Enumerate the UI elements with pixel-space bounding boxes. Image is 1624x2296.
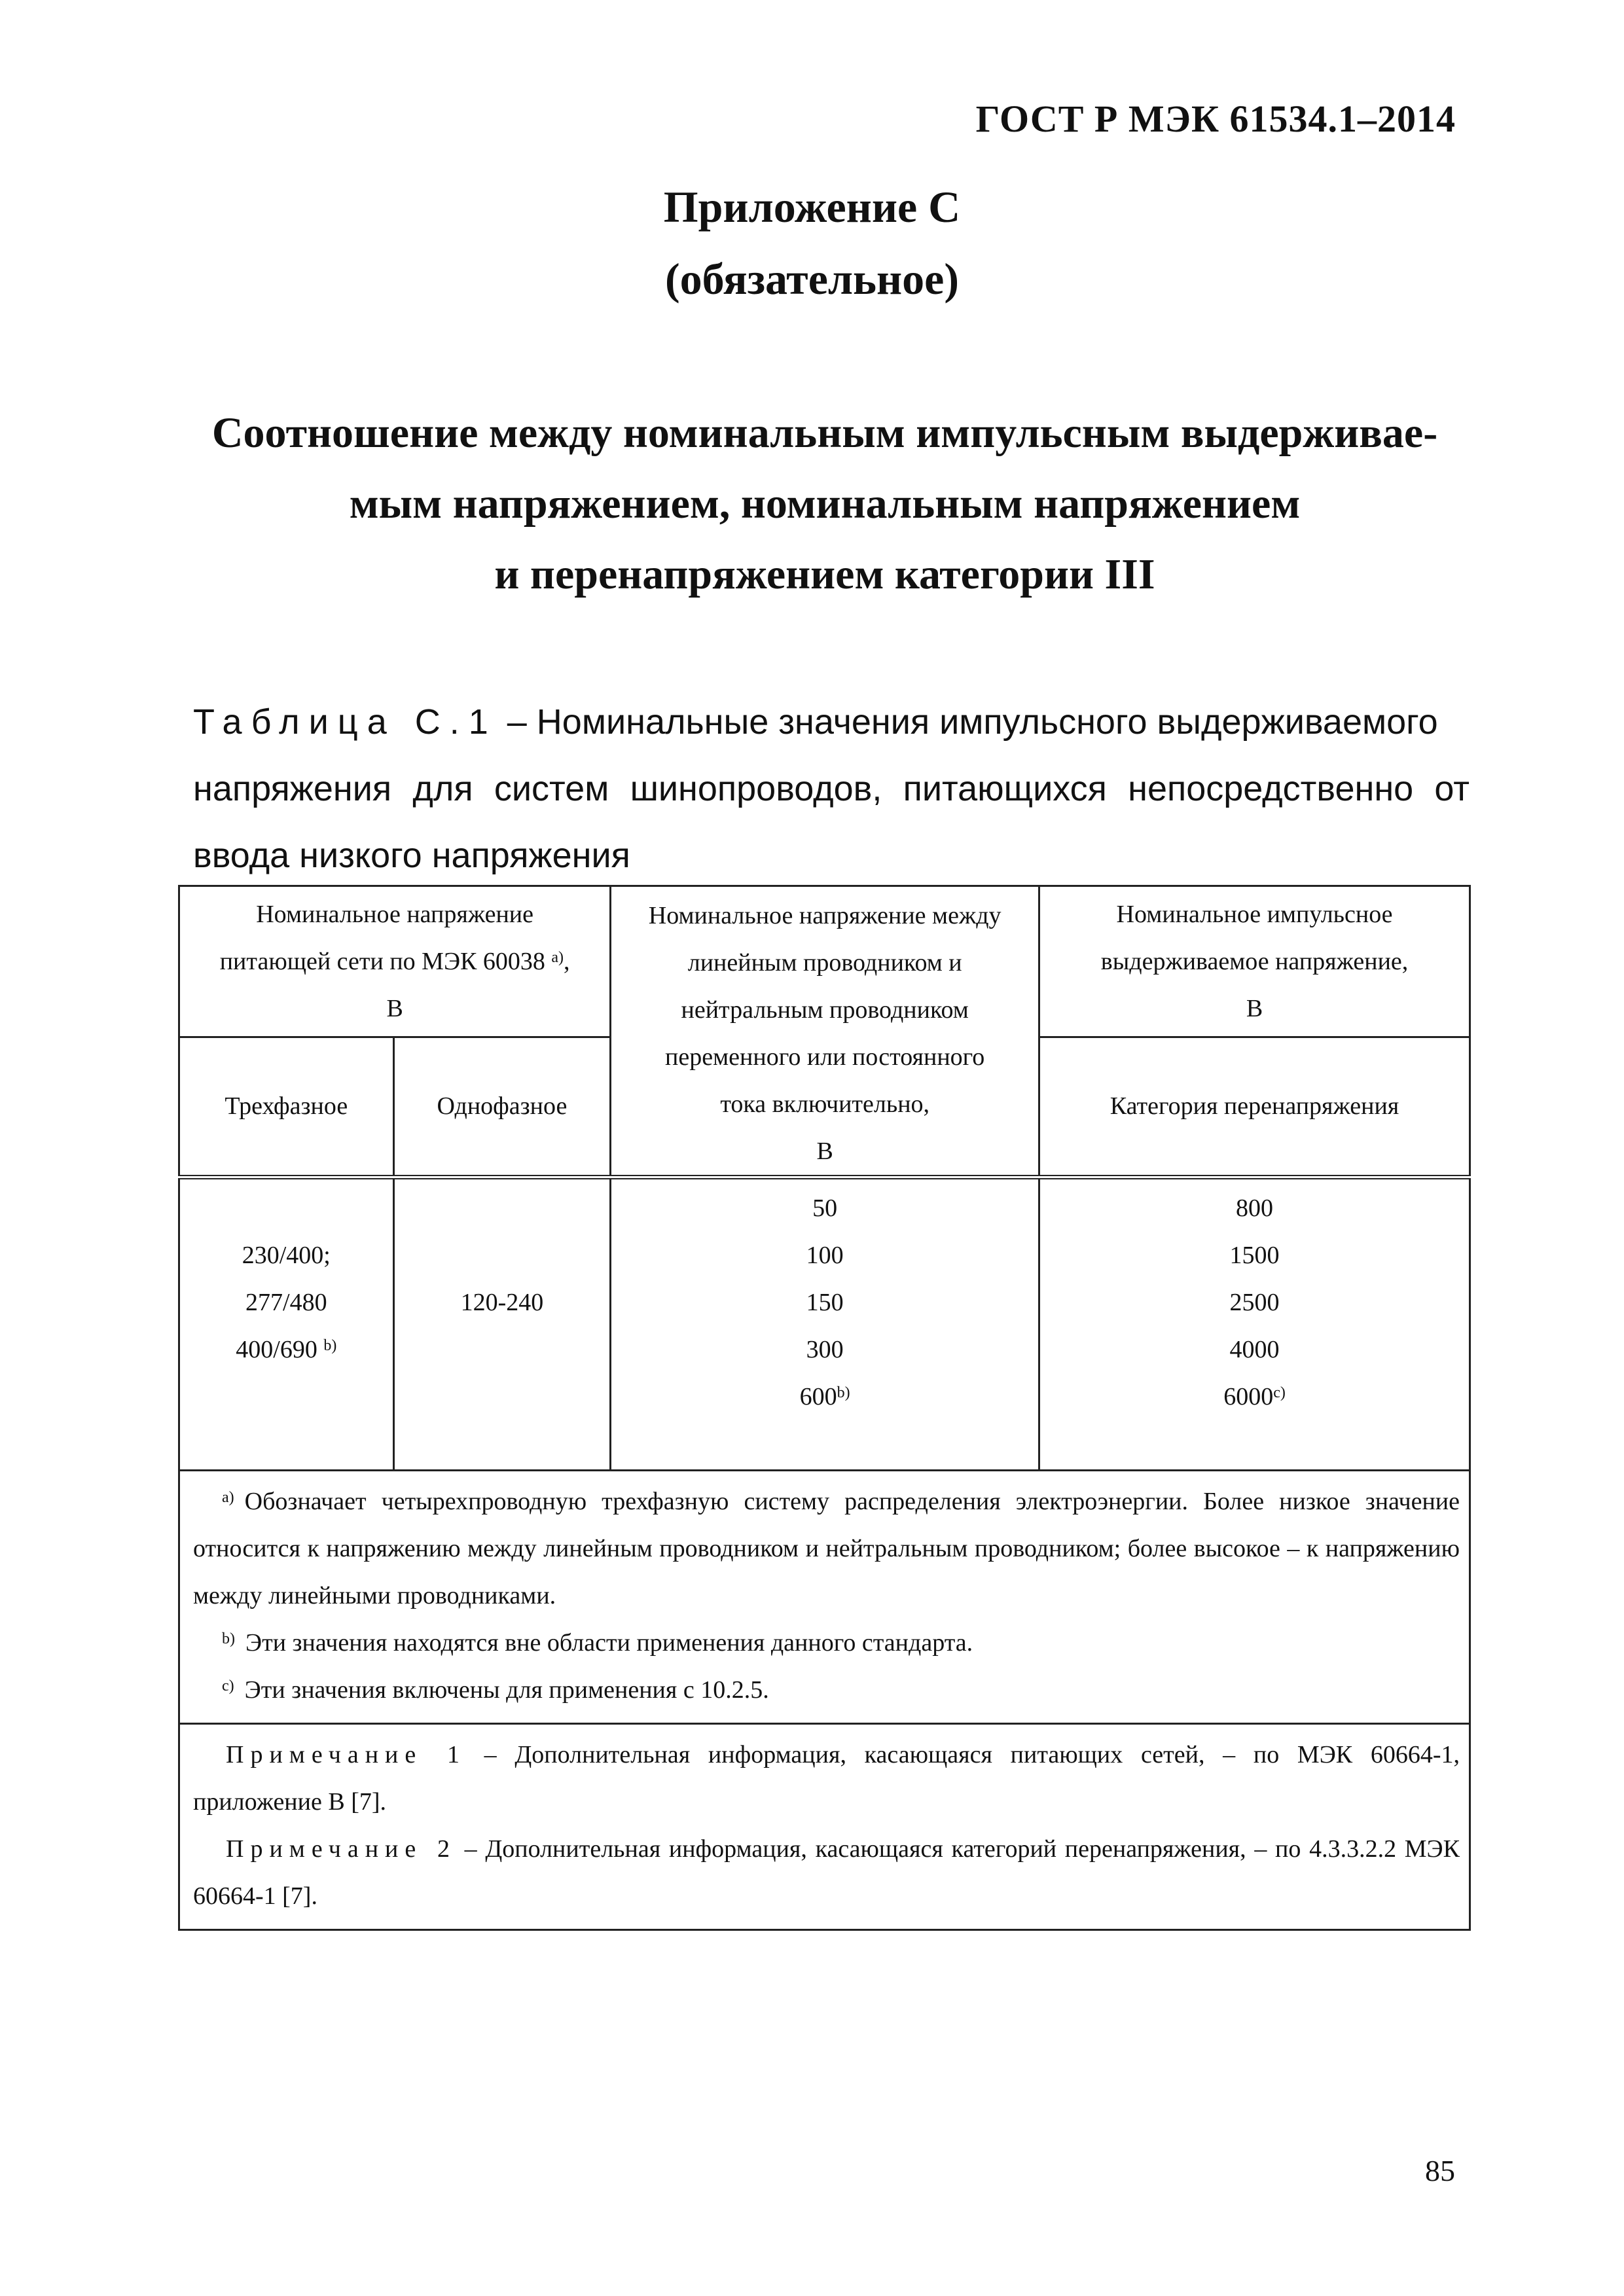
footnote: $^{a)}$ Обозначает четырехпроводную трехфазную систему распределения электроэнергии. Более низкое значение относится к напряжению между линейным проводником и нейтральным проводником; более высокое – к напряжению между линейными проводниками. [193,1488,1460,1609]
standard-header: ГОСТ Р МЭК 61534.1–2014 [975,98,1456,140]
footnote: $^{b)}$ Эти значения находятся вне области применения данного стандарта. [222,1629,973,1657]
appendix-subtitle: (обязательное) [664,254,959,304]
table-caption-tag: Таблица С.1 [193,702,497,742]
note: Примечание 2 – Дополнительная информация, касающаяся категорий перенапряжения, – по 4.3.3.2.2 МЭК 60664-1 [7]. [193,1835,1460,1910]
appendix-title: Приложение С [663,182,961,232]
table-caption-line: ввода низкого напряжения [193,836,630,875]
section-title [183,398,1466,610]
header-three-phase: Трехфазное [179,1037,394,1177]
table-caption-text: – Номинальные значения импульсного выдерживаемого [497,702,1438,742]
table-footnotes [179,1471,1470,1724]
footnote: $^{c)}$ Эти значения включены для применения с 10.2.5. [222,1676,769,1704]
header-impulse-voltage: Номинальное импульсное выдерживаемое напряжение, В [1039,886,1470,1037]
header-line-neutral-voltage: Номинальное напряжение между линейным проводником и нейтральным проводником переменного или постоянного тока включительно, В [611,886,1039,1177]
table-caption-line: напряжения для систем шинопроводов, питающихся непосредственно от [193,769,1470,808]
page-number: 85 [1425,2154,1455,2187]
note: Примечание 1 – Дополнительная информация, касающаяся питающих сетей, – по МЭК 60664-1, приложение В [7]. [193,1741,1460,1816]
three-phase-values: 230/400; 277/480 400/690 $^{b)}$ [179,1177,394,1471]
table-caption [193,689,1470,889]
impulse-values: 800 1500 2500 4000 6000$^{c)}$ [1039,1177,1470,1471]
section-title-line: Соотношение между номинальным импульсным выдерживае- [211,409,1438,457]
header-overvoltage-category: Категория перенапряжения [1039,1037,1470,1177]
table-notes [179,1724,1470,1930]
section-title-line: мым напряжением, номинальным напряжением [349,480,1301,528]
header-supply-voltage: Номинальное напряжение питающей сети по МЭК 60038 $^{a)}$, В [179,886,611,1037]
line-neutral-values: 50 100 150 300 600$^{b)}$ [611,1177,1039,1471]
section-title-line: и перенапряжением категории III [494,550,1155,598]
header-single-phase: Однофазное [393,1037,611,1177]
voltage-table [178,885,1471,1931]
single-phase-value: 120-240 [393,1177,611,1471]
